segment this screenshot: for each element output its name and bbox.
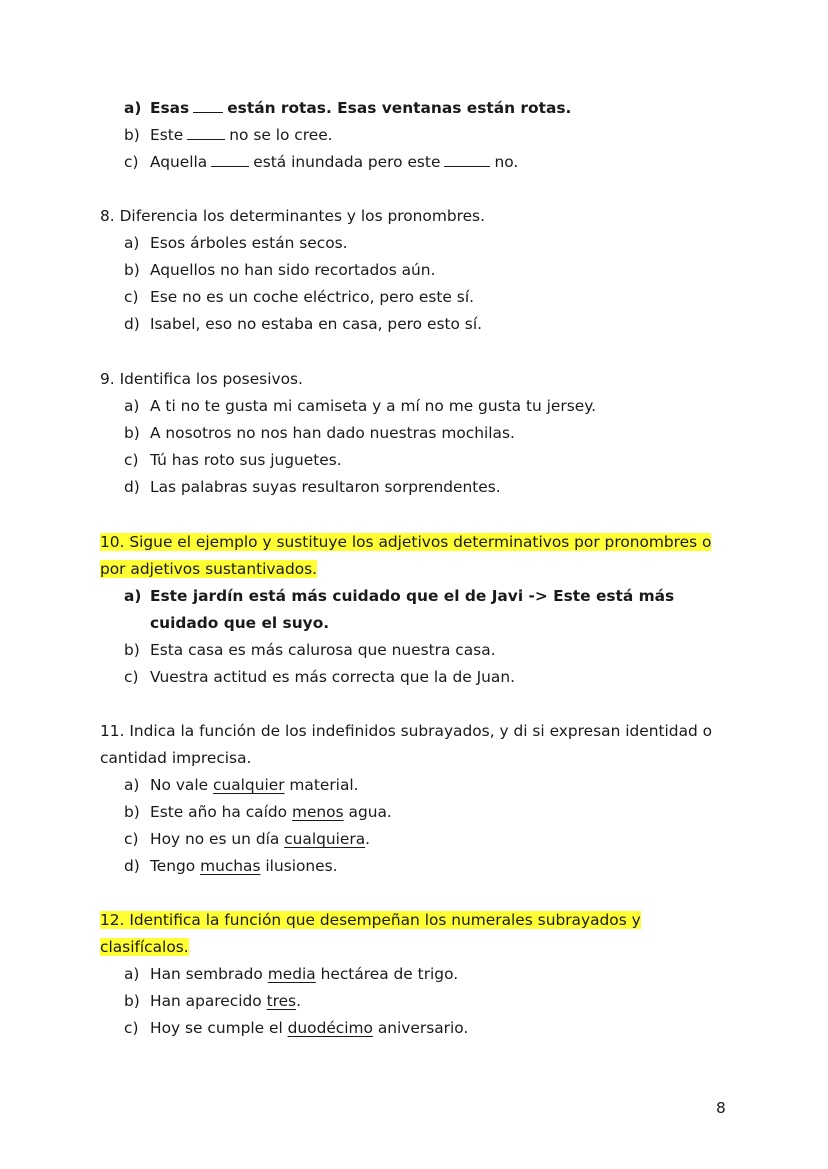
q7-item-b: b) Este no se lo cree. [124, 122, 333, 149]
underlined-word: media [267, 965, 316, 983]
q8-item-d: d) Isabel, eso no estaba en casa, pero esto sí. [124, 315, 482, 333]
q12-item-c: c) Hoy se cumple el duodécimo aniversario. [124, 1019, 469, 1037]
q12-item-b: b) Han aparecido tres. [124, 992, 301, 1010]
q10-title-line1: 10. Sigue el ejemplo y sustituye los adjetivos determinativos por pronombres o [100, 533, 712, 551]
q7-item-c: c) Aquella está inundada pero este no. [124, 149, 518, 176]
underlined-word: duodécimo [287, 1019, 373, 1037]
q11-title-line1: 11. Indica la función de los indefinidos subrayados, y di si expresan identidad o [100, 722, 713, 740]
q11-item-d: d) Tengo muchas ilusiones. [124, 857, 338, 875]
q10-item-a-continuation: cuidado que el suyo. [150, 614, 330, 632]
q10-item-b: b) Esta casa es más calurosa que nuestra casa. [124, 641, 496, 659]
q8-item-c: c) Ese no es un coche eléctrico, pero este sí. [124, 288, 474, 306]
underlined-word: muchas [200, 857, 261, 875]
q10-title-line2: por adjetivos sustantivados. [100, 560, 318, 578]
blank-line [444, 149, 490, 167]
underlined-word: tres [266, 992, 297, 1010]
q12-title-line2: clasifícalos. [100, 938, 189, 956]
q9-title: 9. Identifica los posesivos. [100, 370, 303, 388]
q11-item-b: b) Este año ha caído menos agua. [124, 803, 392, 821]
blank-line [187, 122, 225, 140]
underlined-word: menos [291, 803, 344, 821]
q11-item-a: a) No vale cualquier material. [124, 776, 359, 794]
q9-item-d: d) Las palabras suyas resultaron sorprendentes. [124, 478, 501, 496]
q9-item-c: c) Tú has roto sus juguetes. [124, 451, 342, 469]
q10-item-a: a) Este jardín está más cuidado que el de Javi -> Este está más [124, 587, 675, 605]
underlined-word: cualquier [213, 776, 285, 794]
q9-item-b: b) A nosotros no nos han dado nuestras mochilas. [124, 424, 515, 442]
q7-item-a: a) Esas están rotas. Esas ventanas están rotas. [124, 95, 571, 122]
q8-item-a: a) Esos árboles están secos. [124, 234, 348, 252]
q8-item-b: b) Aquellos no han sido recortados aún. [124, 261, 436, 279]
q8-title: 8. Diferencia los determinantes y los pronombres. [100, 207, 485, 225]
underlined-word: cualquiera [284, 830, 366, 848]
q9-item-a: a) A ti no te gusta mi camiseta y a mí no me gusta tu jersey. [124, 397, 596, 415]
q12-item-a: a) Han sembrado media hectárea de trigo. [124, 965, 459, 983]
q10-item-c: c) Vuestra actitud es más correcta que la de Juan. [124, 668, 515, 686]
q12-title-line1: 12. Identifica la función que desempeñan los numerales subrayados y [100, 911, 641, 929]
blank-line [211, 149, 249, 167]
blank-line [193, 95, 223, 113]
page-number: 8 [716, 1099, 726, 1117]
q11-item-c: c) Hoy no es un día cualquiera. [124, 830, 371, 848]
q11-title-line2: cantidad imprecisa. [100, 749, 252, 767]
